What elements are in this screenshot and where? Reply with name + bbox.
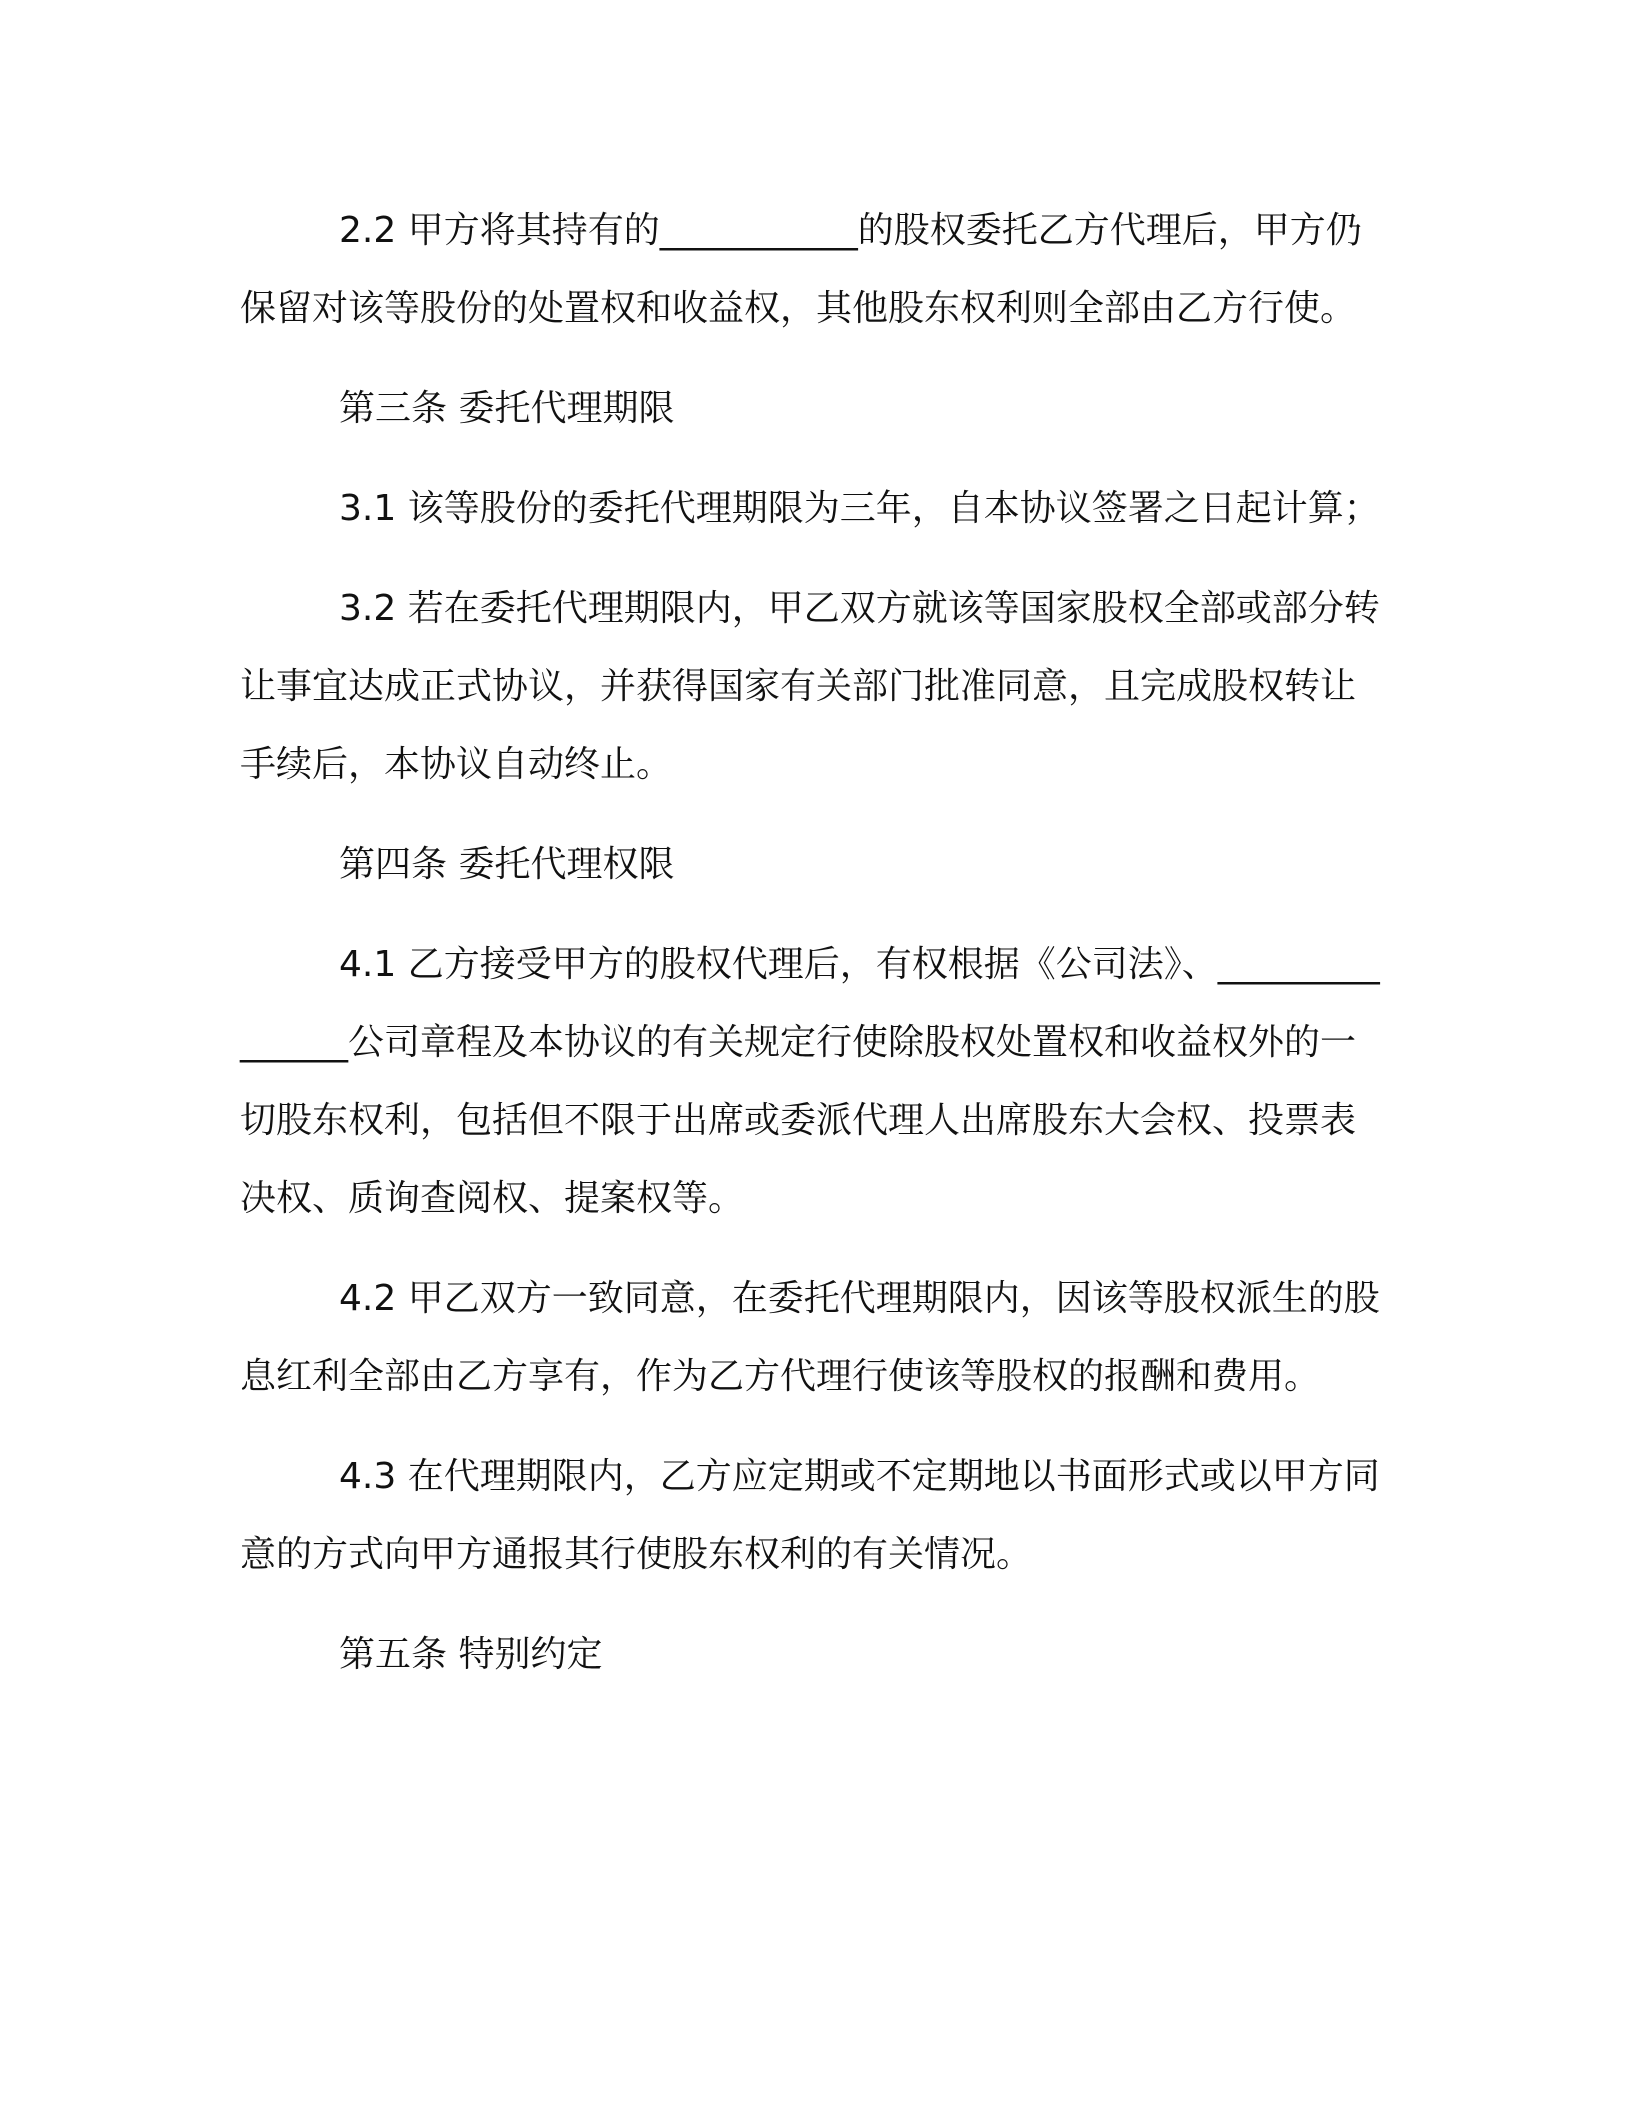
article-5-heading: 第五条 特别约定 (339, 1634, 603, 1675)
clause-2-2: 2.2 甲方将其持有的___________的股权委托乙方代理后，甲方仍保留对该等股份的处置权和收益权，其他股东权利则全部由乙方行使。 (240, 210, 1362, 329)
clause-4-2: 4.2 甲乙双方一致同意，在委托代理期限内，因该等股权派生的股息红利全部由乙方享有，作为乙方代理行使该等股权的报酬和费用。 (240, 1278, 1380, 1397)
article-3-heading: 第三条 委托代理期限 (339, 388, 675, 429)
clause-4-1: 4.1 乙方接受甲方的股权代理后，有权根据《公司法》、_______________公司章程及本协议的有关规定行使除股权处置权和收益权外的一切股东权利，包括但不限于出席或委派代理人出席股东大会权、投票表决权、质询查阅权、提案权等。 (240, 944, 1380, 1219)
article-4-heading: 第四条 委托代理权限 (339, 844, 675, 885)
clause-3-1: 3.1 该等股份的委托代理期限为三年，自本协议签署之日起计算； (339, 488, 1380, 529)
clause-3-2: 3.2 若在委托代理期限内，甲乙双方就该等国家股权全部或部分转让事宜达成正式协议，并获得国家有关部门批准同意，且完成股权转让手续后，本协议自动终止。 (240, 588, 1380, 785)
document-body (240, 192, 1390, 1716)
clause-4-3: 4.3 在代理期限内，乙方应定期或不定期地以书面形式或以甲方同意的方式向甲方通报其行使股东权利的有关情况。 (240, 1456, 1380, 1575)
